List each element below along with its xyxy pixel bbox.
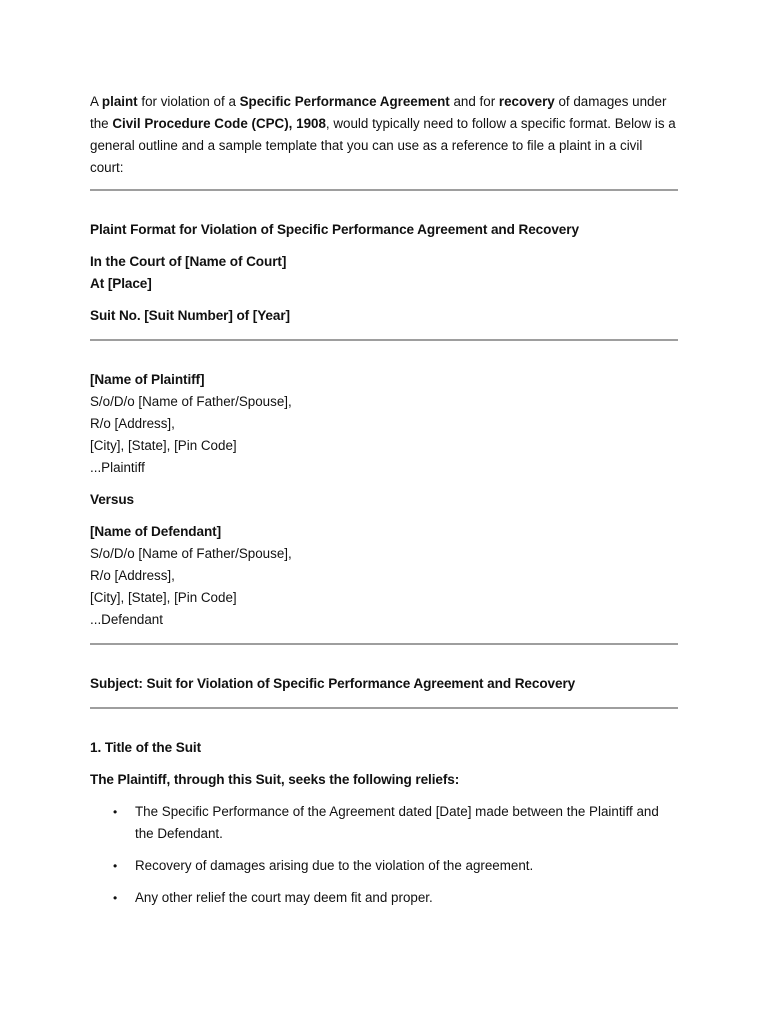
intro-text: of damages under the [90,94,667,131]
defendant-role: ...Defendant [90,612,163,627]
court-place: At [Place] [90,276,152,291]
reliefs-list [90,801,678,909]
subject-line: Subject: Suit for Violation of Specific Performance Agreement and Recovery [90,676,576,691]
list-item [90,887,678,909]
divider [90,707,678,709]
divider [90,189,678,191]
suit-number: Suit No. [Suit Number] of [Year] [90,308,290,323]
court-name: In the Court of [Name of Court] [90,254,287,269]
section1-title: 1. Title of the Suit [90,740,202,755]
list-item [90,801,678,845]
intro-text: A [90,94,102,109]
list-item-text: Any other relief the court may deem fit and proper. [135,890,433,905]
defendant-block [90,521,678,631]
bullet-icon: • [113,859,118,873]
intro-bold-recovery: recovery [498,94,555,109]
intro-text: , would typically need to follow a specific format. Below is a general outline and a sample template that you can use as a reference to file a plaint in a civil court: [90,116,676,175]
plaintiff-city: [City], [State], [Pin Code] [90,438,237,453]
defendant-name: [Name of Defendant] [90,524,222,539]
bullet-icon: • [113,891,118,905]
document-body [90,91,678,909]
intro-text: for violation of a [137,94,240,109]
intro-text: and for [449,94,499,109]
defendant-city: [City], [State], [Pin Code] [90,590,237,605]
plaintiff-block [90,369,678,479]
list-item [90,855,678,877]
intro-bold-plaint: plaint [101,94,138,109]
divider [90,643,678,645]
divider [90,339,678,341]
format-title: Plaint Format for Violation of Specific Performance Agreement and Recovery [90,222,579,237]
list-item-text: The Specific Performance of the Agreement dated [Date] made between the Plaintiff and the Defendant. [135,804,659,841]
plaintiff-role: ...Plaintiff [90,460,145,475]
defendant-relation: S/o/D/o [Name of Father/Spouse], [90,546,292,561]
plaintiff-relation: S/o/D/o [Name of Father/Spouse], [90,394,292,409]
plaintiff-address: R/o [Address], [90,416,175,431]
versus-label: Versus [90,492,134,507]
defendant-address: R/o [Address], [90,568,175,583]
intro-paragraph [90,91,678,179]
section1-lead: The Plaintiff, through this Suit, seeks the following reliefs: [90,772,460,787]
intro-bold-agreement: Specific Performance Agreement [239,94,450,109]
bullet-icon: • [113,805,118,819]
intro-bold-cpc: Civil Procedure Code (CPC), 1908 [112,116,326,131]
plaintiff-name: [Name of Plaintiff] [90,372,205,387]
list-item-text: Recovery of damages arising due to the violation of the agreement. [135,858,534,873]
